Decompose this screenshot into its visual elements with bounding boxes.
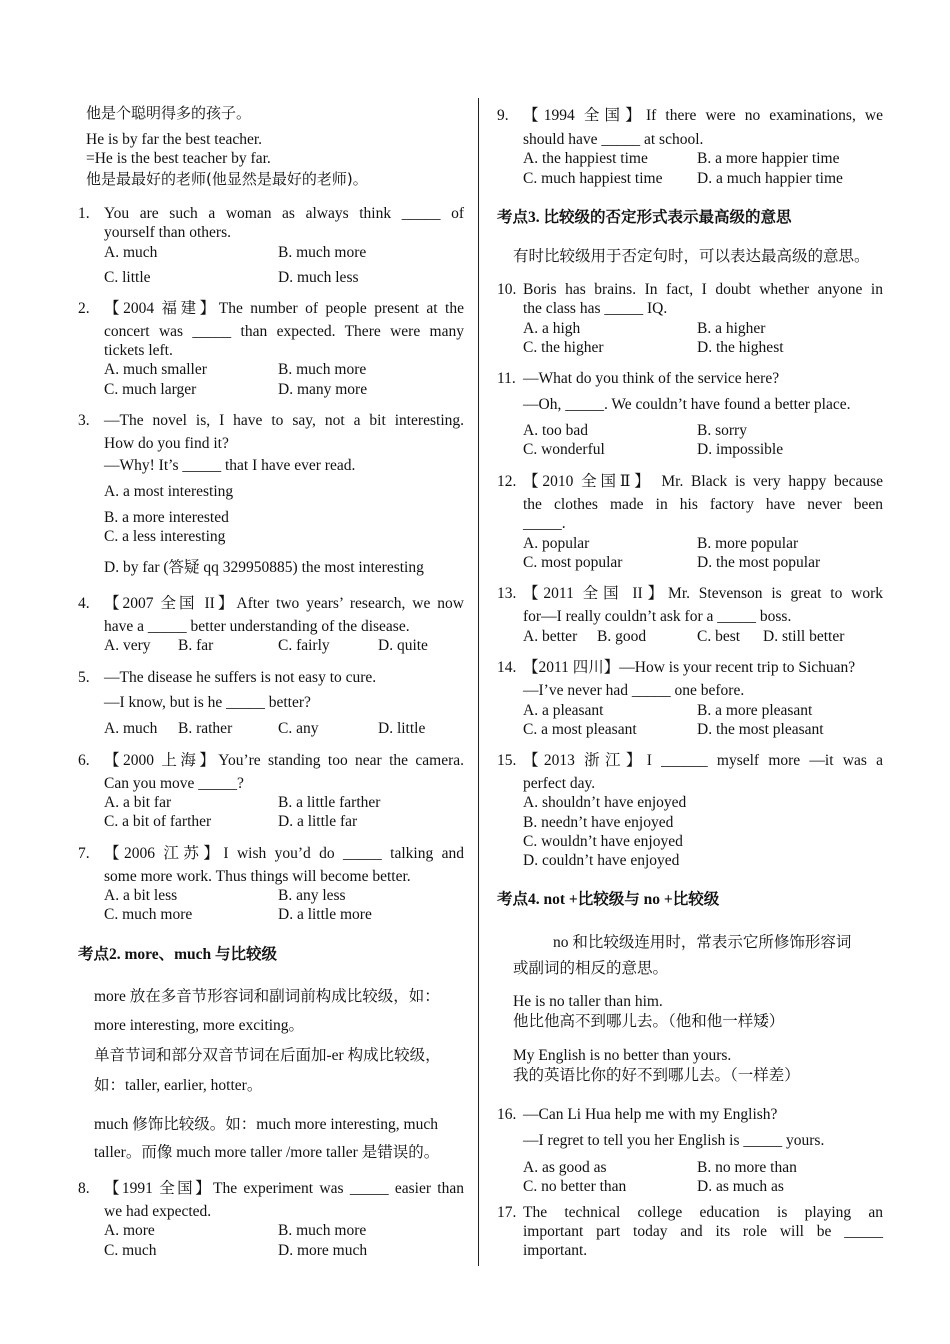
question-text: important. [523,1242,588,1259]
intro-line: 他是最最好的老师(他显然是最好的老师)。 [86,170,368,188]
intro-line: He is by far the best teacher. [86,131,263,148]
question-number: 12. [497,473,517,490]
column-divider [478,98,479,1266]
option-a: A. much [104,720,158,737]
question-text: perfect day. [523,775,596,792]
option-a: A. a high [523,320,581,337]
option-c: C. no better than [523,1178,627,1195]
question-text: concert was _____ than expected. There were many [104,323,464,340]
section-text: much 修饰比较级。如：much more interesting, much [94,1116,438,1133]
question-text: have a _____ better understanding of the disease. [104,618,410,635]
question-text: You are such a woman as always think _____ of [104,205,464,222]
option-a: A. very [104,637,151,654]
option-b: B. much more [278,361,367,378]
option-c: C. fairly [278,637,330,654]
example-sentence: My English is no better than yours. [513,1047,732,1064]
question-number: 2. [78,300,90,317]
question-text: —I know, but is he _____ better? [104,694,311,711]
question-text: —Why! It’s _____ that I have ever read. [104,457,356,474]
option-d: D. a little far [278,813,358,830]
option-a: A. the happiest time [523,150,648,167]
option-c: C. wonderful [523,441,605,458]
option-d: D. many more [278,381,368,398]
option-d: D. quite [378,637,428,654]
option-a: A. too bad [523,422,589,439]
question-text: —Oh, _____. We couldn’t have found a better place. [523,396,851,413]
option-a: A. popular [523,535,590,552]
option-c: C. wouldn’t have enjoyed [523,833,683,850]
section-text: no 和比较级连用时，常表示它所修饰形容词 [553,934,852,951]
question-text: tickets left. [104,342,173,359]
option-b: B. good [597,628,647,645]
section-text: 如：taller, earlier, hotter。 [94,1077,263,1094]
question-text: —The novel is, I have to say, not a bit interesting. [104,412,464,429]
option-d: D. a much happier time [697,170,843,187]
question-text: 【2011 全国 II】Mr. Stevenson is great to work [523,585,883,602]
option-b: B. a more interested [104,509,229,526]
option-a: A. as good as [523,1159,607,1176]
question-text: 【2011 四川】—How is your recent trip to Sichuan? [523,659,856,676]
question-text: —I’ve never had _____ one before. [523,682,745,699]
option-d: D. impossible [697,441,784,458]
option-a: A. a pleasant [523,702,604,719]
option-d: D. little [378,720,426,737]
option-c: C. the higher [523,339,604,356]
question-number: 14. [497,659,517,676]
section-text: taller。而像 much more taller /more taller 是错误的。 [94,1144,440,1161]
option-c: C. best [697,628,741,645]
section-heading: 考点2. more、much 与比较级 [78,946,278,963]
option-d: D. a little more [278,906,372,923]
option-d: D. the most popular [697,554,821,571]
question-number: 7. [78,845,90,862]
question-number: 1. [78,205,90,222]
option-b: B. rather [178,720,233,737]
question-text: —The disease he suffers is not easy to cure. [104,669,377,686]
intro-line: 他是个聪明得多的孩子。 [86,104,252,122]
question-text: —I regret to tell you her English is _____ yours. [523,1132,825,1149]
question-text: the class has _____ IQ. [523,300,668,317]
question-text: Boris has brains. In fact, I doubt whether anyone in [523,281,883,298]
question-text: —What do you think of the service here? [523,370,780,387]
question-text: 【2006 江苏】I wish you’d do _____ talking and [104,845,464,862]
option-b: B. a little farther [278,794,381,811]
option-c: C. much more [104,906,193,923]
option-d: D. as much as [697,1178,784,1195]
option-c: C. a bit of farther [104,813,212,830]
section-text: more 放在多音节形容词和副词前构成比较级，如： [94,988,440,1005]
option-b: B. more popular [697,535,799,552]
section-text: more interesting, more exciting。 [94,1017,305,1034]
question-text: _____. [523,515,566,532]
question-text: 【2010 全国Ⅱ】 Mr. Black is very happy because [523,473,883,490]
option-d: D. much less [278,269,359,286]
option-d: D. by far (答疑 qq 329950885) the most interesting [104,559,424,576]
question-text: the clothes made in his factory have never been [523,496,883,513]
question-number: 10. [497,281,517,298]
question-text: 【2013 浙江】I ______ myself more —it was a [523,752,883,769]
option-d: D. still better [763,628,845,645]
question-number: 3. [78,412,90,429]
option-c: C. much happiest time [523,170,663,187]
question-text: yourself than others. [104,224,231,241]
question-text: some more work. Thus things will become better. [104,868,411,885]
section-text: 有时比较级用于否定句时，可以表达最高级的意思。 [513,248,870,265]
question-text: should have _____ at school. [523,131,704,148]
option-b: B. a more pleasant [697,702,813,719]
option-d: D. the most pleasant [697,721,824,738]
option-a: A. shouldn’t have enjoyed [523,794,687,811]
option-b: B. no more than [697,1159,797,1176]
question-text: 【2000 上海】You’re standing too near the camera. [104,752,464,769]
option-d: D. the highest [697,339,784,356]
option-b: B. much more [278,1222,367,1239]
option-a: A. better [523,628,578,645]
question-text: How do you find it? [104,435,229,452]
question-number: 8. [78,1180,90,1197]
option-c: C. a less interesting [104,528,226,545]
question-text: —Can Li Hua help me with my English? [523,1106,778,1123]
question-number: 6. [78,752,90,769]
option-c: C. much [104,1242,157,1259]
question-text: for—I really couldn’t ask for a _____ boss. [523,608,792,625]
option-a: A. a bit far [104,794,172,811]
question-text: 【1994 全国】If there were no examinations, we [523,107,883,124]
question-text: we had expected. [104,1203,212,1220]
question-number: 5. [78,669,90,686]
question-number: 16. [497,1106,517,1123]
intro-line: =He is the best teacher by far. [86,150,271,167]
question-text: 【1991 全国】The experiment was _____ easier than [104,1180,464,1197]
option-c: C. most popular [523,554,623,571]
option-a: A. much [104,244,158,261]
option-b: B. needn’t have enjoyed [523,814,674,831]
option-c: C. little [104,269,151,286]
option-c: C. much larger [104,381,197,398]
question-text: Can you move _____? [104,775,244,792]
option-a: A. much smaller [104,361,207,378]
example-translation: 我的英语比你的好不到哪儿去。（一样差） [513,1067,800,1084]
option-c: C. any [278,720,319,737]
question-text: 【2004 福建】The number of people present at the [104,300,464,317]
question-number: 17. [497,1204,517,1221]
option-a: A. a bit less [104,887,178,904]
option-a: A. a most interesting [104,483,234,500]
option-d: D. couldn’t have enjoyed [523,852,680,869]
section-heading: 考点4. not +比较级与 no +比较级 [497,891,720,908]
section-text: 或副词的相反的意思。 [513,960,669,977]
option-b: B. much more [278,244,367,261]
option-d: D. more much [278,1242,368,1259]
example-sentence: He is no taller than him. [513,993,663,1010]
question-text: 【2007 全国 II】After two years’ research, we now [104,595,464,612]
question-text: important part today and its role will be _____ [523,1223,883,1240]
question-number: 11. [497,370,516,387]
question-text: The technical college education is playing an [523,1204,883,1221]
option-b: B. far [178,637,214,654]
option-b: B. a more happier time [697,150,840,167]
example-translation: 他比他高不到哪儿去。（他和他一样矮） [513,1013,785,1030]
option-c: C. a most pleasant [523,721,637,738]
question-number: 15. [497,752,517,769]
option-b: B. any less [278,887,346,904]
section-heading: 考点3. 比较级的否定形式表示最高级的意思 [497,209,792,226]
option-b: B. a higher [697,320,766,337]
option-b: B. sorry [697,422,747,439]
option-a: A. more [104,1222,155,1239]
question-number: 4. [78,595,90,612]
question-number: 9. [497,107,509,124]
question-number: 13. [497,585,517,602]
section-text: 单音节词和部分双音节词在后面加-er 构成比较级， [94,1047,441,1064]
